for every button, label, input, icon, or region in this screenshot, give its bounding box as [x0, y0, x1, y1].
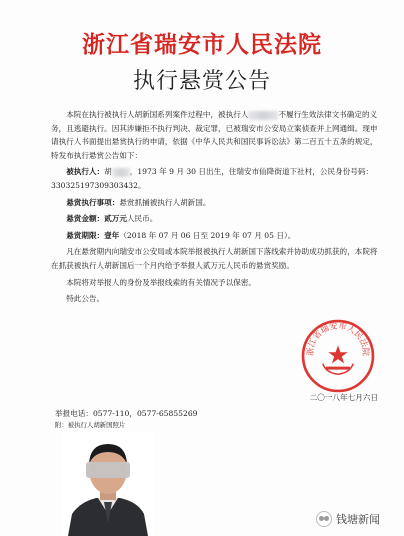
period-paragraph: 悬赏期限：壹年（2018 年 07 月 06 日至 2019 年 07 月 05 日）。	[66, 230, 296, 240]
intro-paragraph: 本院在执行被执行人胡新国系列案件过程中，被执行人 不履行生效法律文书确定的义务，且逃避执行。因其涉嫌拒不执行判决、裁定罪，已被瑞安市公安局立案侦查并上网通缉。现申请执行人书面提出悬赏执行的申请，依据《中华人民共和国民事诉讼法》第二百五十五条的规定，特发布执行悬赏公告如下：	[51, 110, 378, 160]
notice-date: 二〇一八年七月六日	[309, 393, 378, 402]
amount-paragraph: 悬赏金额：贰万元人民币。	[66, 214, 158, 224]
court-name: 浙江省瑞安市人民法院	[82, 32, 322, 58]
suspect-photo	[62, 432, 154, 536]
person-paragraph: 被执行人：胡 ，1973 年 9 月 30 日出生，住瑞安市仙降街道下社村，公民身份号码：330325197309303432。	[51, 167, 374, 190]
attachment-note: 附：被执行人胡新国照片	[55, 421, 126, 429]
notice-body	[51, 108, 383, 306]
court-seal-icon	[300, 318, 376, 394]
redacted-name	[112, 168, 130, 177]
seal-text: 浙江省瑞安市人民法院	[304, 320, 372, 357]
reward-paragraph: 凡在悬赏期内向瑞安市公安局或本院举报被执行人胡新国下落线索并协助成功抓获的，本院将在抓获被执行人胡新国后一个月内给予举报人贰万元人民币的悬赏奖励。	[51, 247, 378, 270]
wechat-icon	[316, 511, 332, 527]
matter-paragraph: 悬赏执行事项：悬赏抓捕被执行人胡新国。	[66, 197, 211, 207]
redacted-name	[248, 111, 278, 120]
document-title: 执行悬赏公告	[132, 69, 271, 94]
confidential-paragraph: 本院将对举报人的身份及举报线索的有关情况予以保密。	[66, 277, 257, 287]
watermark: 钱塘新闻	[316, 511, 380, 527]
contact-line: 举报电话：0577-110，0577-65855269	[55, 409, 198, 418]
notice-paragraph: 特此公告。	[66, 294, 105, 304]
